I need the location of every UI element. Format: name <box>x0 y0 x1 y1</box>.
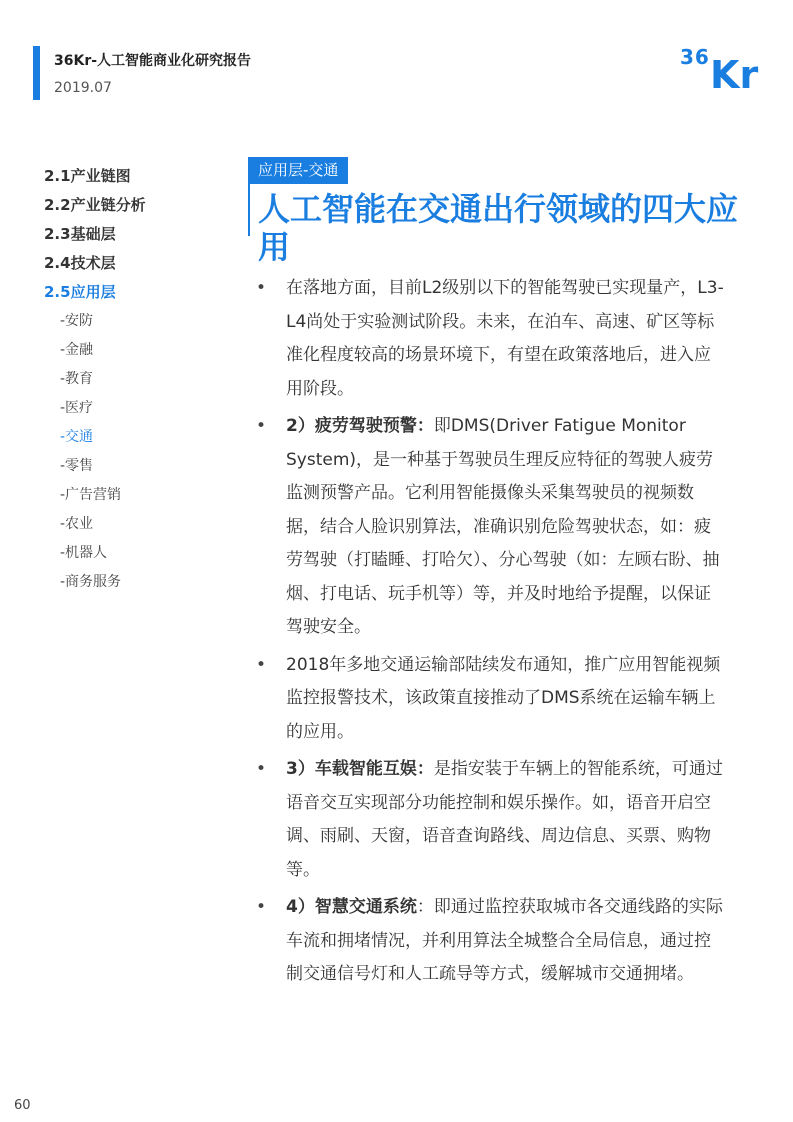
toc-item-2-3[interactable]: 2.3基础层 <box>44 225 116 243</box>
bullet-dot-icon: • <box>256 654 267 675</box>
bullet-item <box>256 649 726 750</box>
bullet-list <box>256 272 726 996</box>
toc-sub-agriculture[interactable]: -农业 <box>60 516 94 532</box>
header-accent-bar <box>33 46 40 100</box>
bullet-heading: 4）智慧交通系统 <box>286 897 417 917</box>
toc-sub-robot[interactable]: -机器人 <box>60 545 108 561</box>
bullet-item <box>256 272 726 406</box>
toc-item-2-1[interactable]: 2.1产业链图 <box>44 167 131 185</box>
toc-sub-transport[interactable]: -交通 <box>60 429 94 445</box>
bullet-dot-icon: • <box>256 897 267 917</box>
bullet-item <box>256 410 726 645</box>
bullet-item <box>256 753 726 887</box>
toc-sub-business-services[interactable]: -商务服务 <box>60 574 122 590</box>
bullet-text: ：即通过监控获取城市各交通线路的实际车流和拥堵情况，并利用算法全城整合全局信息，通过控制交通信号灯和人工疏导等方式，缓解城市交通拥堵。 <box>286 897 723 984</box>
toc-item-2-2[interactable]: 2.2产业链分析 <box>44 196 146 214</box>
report-title: 36Kr-人工智能商业化研究报告 <box>54 53 252 69</box>
toc-item-2-5[interactable]: 2.5应用层 <box>44 283 116 301</box>
bullet-heading: 3）车载智能互娱： <box>286 759 434 779</box>
toc-sub-medical[interactable]: -医疗 <box>60 400 94 416</box>
page-title: 人工智能在交通出行领域的四大应用 <box>258 190 739 266</box>
report-date: 2019.07 <box>54 80 112 96</box>
bullet-text: 在落地方面，目前L2级别以下的智能驾驶已实现量产，L3-L4尚处于实验测试阶段。未来，在泊车、高速、矿区等标准化程度较高的场景环境下，有望在政策落地后，进入应用阶段。 <box>286 278 724 399</box>
bullet-item <box>256 891 726 992</box>
section-tag-line <box>248 184 250 236</box>
toc-sub-security[interactable]: -安防 <box>60 313 94 329</box>
bullet-dot-icon: • <box>256 278 267 298</box>
36kr-logo <box>680 40 766 94</box>
36kr-logo-icon <box>680 40 766 94</box>
svg-text:36: 36 <box>680 45 710 69</box>
svg-text:Kr: Kr <box>710 53 759 94</box>
section-tag: 应用层-交通 <box>248 157 348 184</box>
bullet-heading: 2）疲劳驾驶预警： <box>286 416 434 436</box>
bullet-text: 是指安装于车辆上的智能系统，可通过语音交互实现部分功能控制和娱乐操作。如，语音开启空调、雨刷、天窗，语音查询路线、周边信息、买票、购物等。 <box>286 759 723 880</box>
table-of-contents <box>44 162 224 597</box>
toc-sub-finance[interactable]: -金融 <box>60 342 94 358</box>
bullet-text: 即DMS(Driver Fatigue Monitor System)，是一种基于驾驶员生理反应特征的驾驶人疲劳监测预警产品。它利用智能摄像头采集驾驶员的视频数据，结合人脸识别算法，准确识别危险驾驶状态，如：疲劳驾驶（打瞌睡、打哈欠）、分心驾驶（如：左顾右盼、抽烟、打电话、玩手机等）等，并及时地给予提醒，以保证驾驶安全。 <box>286 416 720 637</box>
toc-sub-retail[interactable]: -零售 <box>60 458 94 474</box>
bullet-text: 2018年多地交通运输部陆续发布通知，推广应用智能视频监控报警技术，该政策直接推动了DMS系统在运输车辆上的应用。 <box>286 654 721 742</box>
toc-item-2-4[interactable]: 2.4技术层 <box>44 254 116 272</box>
page-number: 60 <box>14 1098 31 1113</box>
toc-sub-education[interactable]: -教育 <box>60 371 94 387</box>
bullet-dot-icon: • <box>256 416 267 436</box>
bullet-dot-icon: • <box>256 759 267 779</box>
toc-sub-advertising[interactable]: -广告营销 <box>60 487 122 503</box>
